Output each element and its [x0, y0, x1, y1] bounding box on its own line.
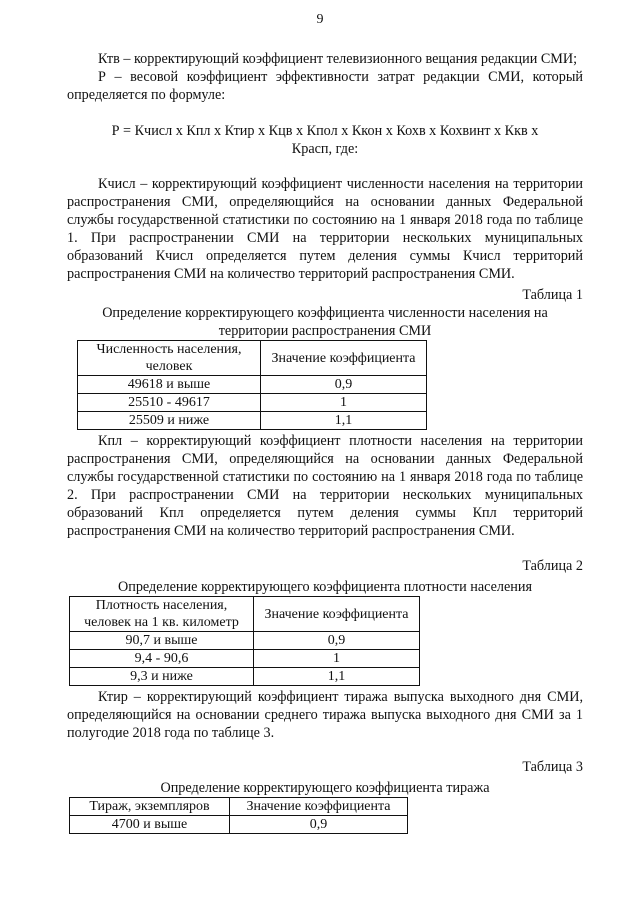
- table3-label: Таблица 3: [522, 759, 583, 775]
- table-row: [70, 668, 420, 686]
- table-cell: 1: [254, 650, 420, 668]
- table2-header-density: Плотность населения, человек на 1 кв. километр: [70, 597, 254, 632]
- table2-header-value: Значение коэффициента: [254, 597, 420, 632]
- formula-line-1: Р = Кчисл х Кпл х Ктир х Кцв х Кпол х Ккон х Кохв х Кохвинт х Ккв х: [111, 123, 539, 139]
- table2: [69, 596, 420, 686]
- table-row: [70, 650, 420, 668]
- document-body: [67, 50, 583, 834]
- table3-header-value: Значение коэффициента: [230, 798, 408, 816]
- table-row: [78, 376, 427, 394]
- paragraph-kpl: Кпл – корректирующий коэффициент плотности населения на территории распространения СМИ, определяющийся на основании данных Федеральной службы государственной статистики по состоянию на 1 января 2018 года по таблице 2. При распространении СМИ на территории нескольких муниципальных образований Кпл определяется путем деления суммы Кпл территорий распространения СМИ на количество территорий распространения СМИ.: [67, 433, 583, 539]
- table1-header-value: Значение коэффициента: [261, 341, 427, 376]
- paragraph-p-definition: Р – весовой коэффициент эффективности затрат редакции СМИ, который определяется по формуле:: [67, 69, 583, 103]
- table1-title: Определение корректирующего коэффициента численности населения на территории распространения СМИ: [102, 305, 548, 339]
- table-row: [70, 632, 420, 650]
- paragraph-ktv: Ктв – корректирующий коэффициент телевизионного вещания редакции СМИ;: [98, 51, 578, 67]
- table-cell: 9,3 и ниже: [70, 668, 254, 686]
- table-cell: 25509 и ниже: [78, 412, 261, 430]
- table1-header-population: Численность населения, человек: [78, 341, 261, 376]
- formula: [67, 122, 583, 158]
- table-cell: 1,1: [254, 668, 420, 686]
- table3-header-circulation: Тираж, экземпляров: [70, 798, 230, 816]
- table2-label: Таблица 2: [522, 558, 583, 574]
- table1: [77, 340, 427, 430]
- table2-header-row: [70, 597, 420, 632]
- table-row: [70, 816, 408, 834]
- table3-title: Определение корректирующего коэффициента тиража: [160, 780, 490, 796]
- table-cell: 0,9: [230, 816, 408, 834]
- table1-label: Таблица 1: [522, 287, 583, 303]
- table1-header-row: [78, 341, 427, 376]
- formula-line-2: Красп, где:: [291, 141, 359, 157]
- table-cell: 4700 и выше: [70, 816, 230, 834]
- table2-title: Определение корректирующего коэффициента плотности населения: [118, 579, 532, 595]
- table-cell: 0,9: [254, 632, 420, 650]
- table-cell: 1,1: [261, 412, 427, 430]
- table-row: [78, 412, 427, 430]
- table-row: [78, 394, 427, 412]
- table-cell: 90,7 и выше: [70, 632, 254, 650]
- table3-header-row: [70, 798, 408, 816]
- table3: [69, 797, 408, 834]
- table-cell: 1: [261, 394, 427, 412]
- table-cell: 25510 - 49617: [78, 394, 261, 412]
- paragraph-ktir: Ктир – корректирующий коэффициент тиража выпуска выходного дня СМИ, определяющийся на основании среднего тиража выпуска выходного дня СМИ за 1 полугодие 2018 года по таблице 3.: [67, 689, 583, 741]
- table-cell: 0,9: [261, 376, 427, 394]
- table-cell: 9,4 - 90,6: [70, 650, 254, 668]
- paragraph-kchisl: Кчисл – корректирующий коэффициент численности населения на территории распространения СМИ, определяющийся на основании данных Федеральной службы государственной статистики по состоянию на 1 января 2018 года по таблице 1. При распространении СМИ на территории нескольких муниципальных образований Кчисл определяется путем деления суммы Кчисл территорий распространения СМИ на количество территорий распространения СМИ.: [67, 176, 583, 282]
- page-number: 9: [316, 12, 324, 27]
- table-cell: 49618 и выше: [78, 376, 261, 394]
